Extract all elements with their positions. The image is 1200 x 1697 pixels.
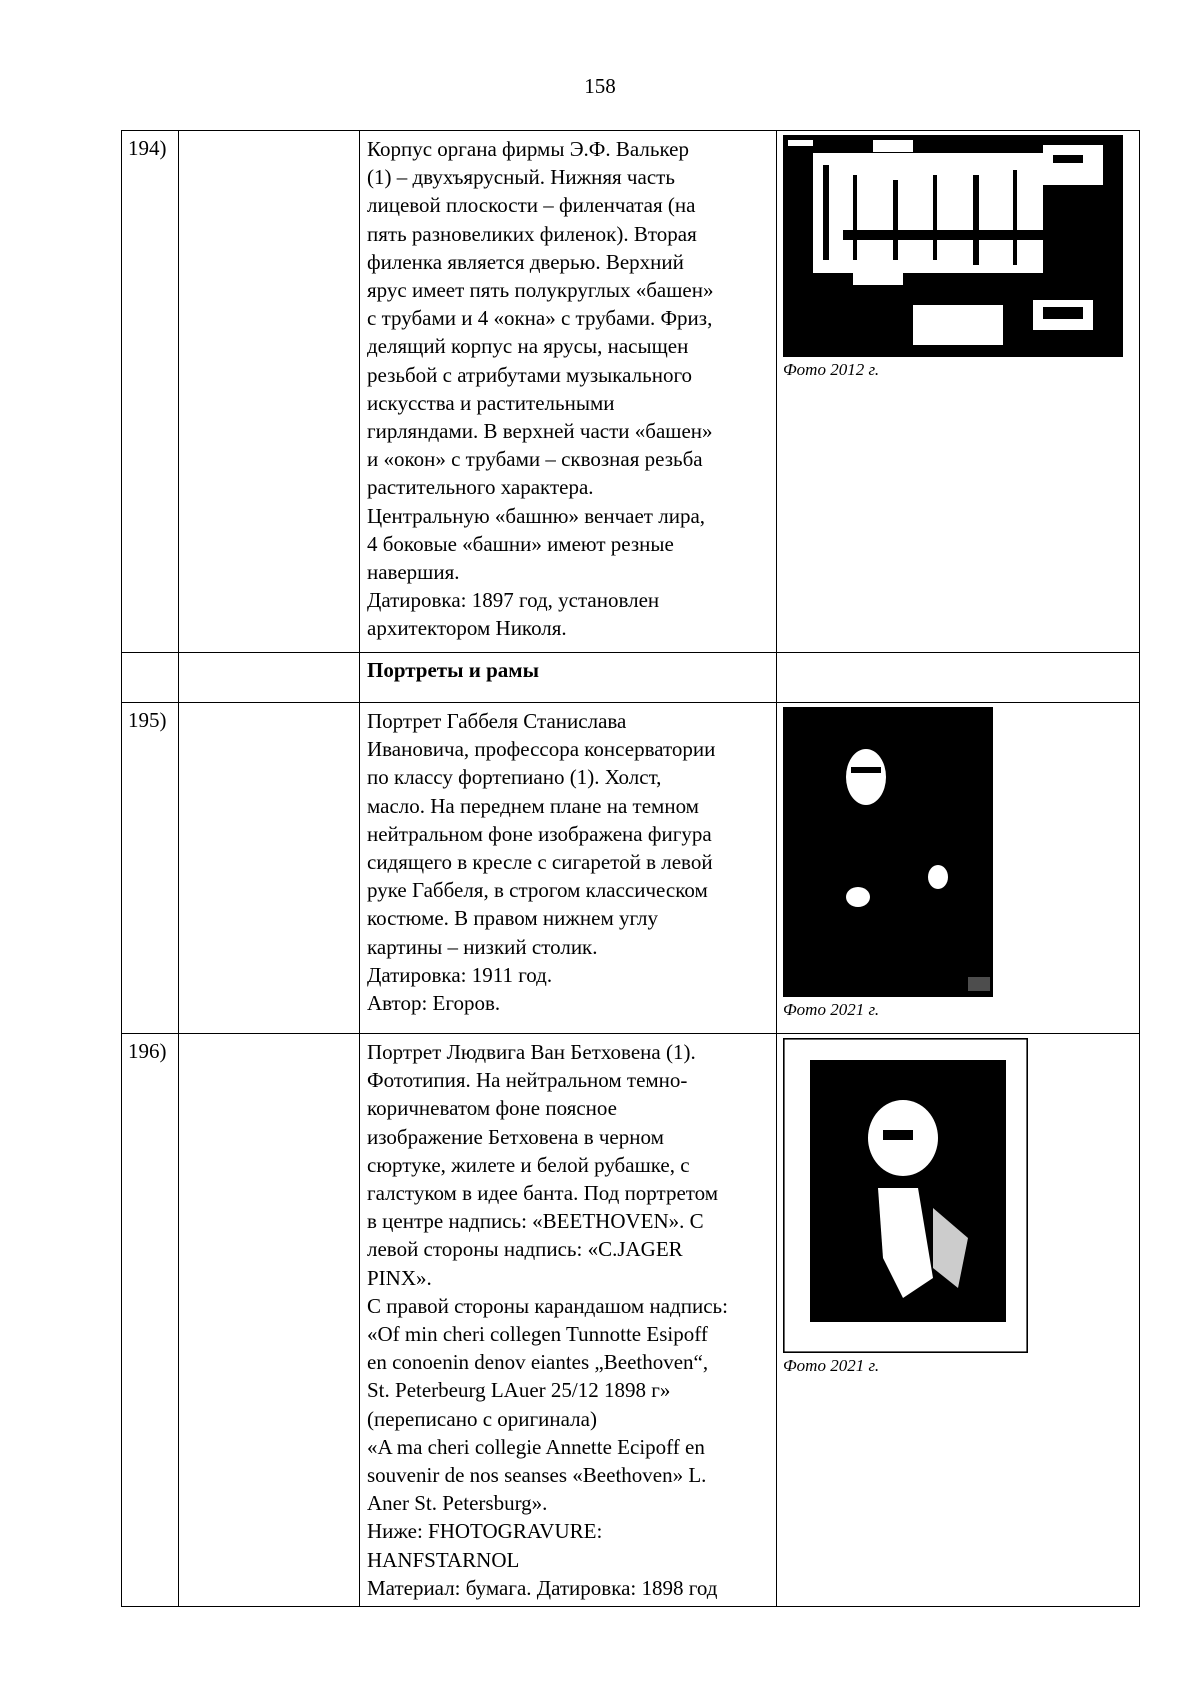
empty-cell	[122, 653, 179, 703]
section-heading: Портреты и рамы	[360, 653, 777, 703]
empty-cell	[179, 703, 360, 1034]
entry-number: 196)	[122, 1034, 179, 1607]
beethoven-portrait-photo	[783, 1038, 1028, 1353]
entry-number: 194)	[122, 131, 179, 653]
empty-cell	[179, 653, 360, 703]
organ-photo	[783, 135, 1123, 357]
photo-caption: Фото 2012 г.	[783, 360, 880, 379]
table-row-196	[122, 1034, 1140, 1607]
entry-description: Портрет Людвига Ван Бетховена (1). Фототипия. На нейтральном темно- коричневатом фоне поясное изображение Бетховена в черном сюртуке, жилете и белой рубашке, с галстуком в идее банта. Под портретом в центре надпись: «BEETHOVEN». С левой стороны надпись: «C.JAGER PINX». С правой стороны карандашом надпись: «Of min cheri collegen Tunnotte Esipoff en conoenin denov eiantes „Beethoven“, St. Peterbeurg LAuer 25/12 1898 г» (переписано с оригинала) «A ma cheri collegie Annette Ecipoff en souvenir de nos seanses «Beethoven» L. Aner St. Petersburg». Ниже: FHOTOGRAVURE: HANFSTARNOL Материал: бумага. Датировка: 1898 год	[360, 1034, 777, 1607]
empty-cell	[777, 653, 1140, 703]
entry-number: 195)	[122, 703, 179, 1034]
photo-cell	[777, 131, 1140, 653]
empty-cell	[179, 131, 360, 653]
entry-description: Портрет Габбеля Станислава Ивановича, профессора консерватории по классу фортепиано (1). Холст, масло. На переднем плане на темном нейтральном фоне изображена фигура сидящего в кресле с сигаретой в левой руке Габбеля, в строгом классическом костюме. В правом нижнем углу картины – низкий столик. Датировка: 1911 год. Автор: Егоров.	[360, 703, 777, 1034]
table-row-194	[122, 131, 1140, 653]
table-row-195	[122, 703, 1140, 1034]
entry-description: Корпус органа фирмы Э.Ф. Валькер (1) – двухъярусный. Нижняя часть лицевой плоскости – филенчатая (на пять разновеликих филенок). Вторая филенка является дверью. Верхний ярус имеет пять полукруглых «башен» с трубами и 4 «окна» с трубами. Фриз, делящий корпус на ярусы, насыщен резьбой с атрибутами музыкального искусства и растительными гирляндами. В верхней части «башен» и «окон» с трубами – сквозная резьба растительного характера. Центральную «башню» венчает лира, 4 боковые «башни» имеют резные навершия. Датировка: 1897 год, установлен архитектором Николя.	[360, 131, 777, 653]
gabbel-portrait-photo	[783, 707, 993, 997]
photo-caption: Фото 2021 г.	[783, 1000, 880, 1019]
section-heading-row	[122, 653, 1140, 703]
photo-cell	[777, 1034, 1140, 1607]
page-number: 158	[584, 74, 616, 98]
catalog-table	[121, 130, 1140, 1607]
photo-caption: Фото 2021 г.	[783, 1356, 880, 1375]
empty-cell	[179, 1034, 360, 1607]
photo-cell	[777, 703, 1140, 1034]
